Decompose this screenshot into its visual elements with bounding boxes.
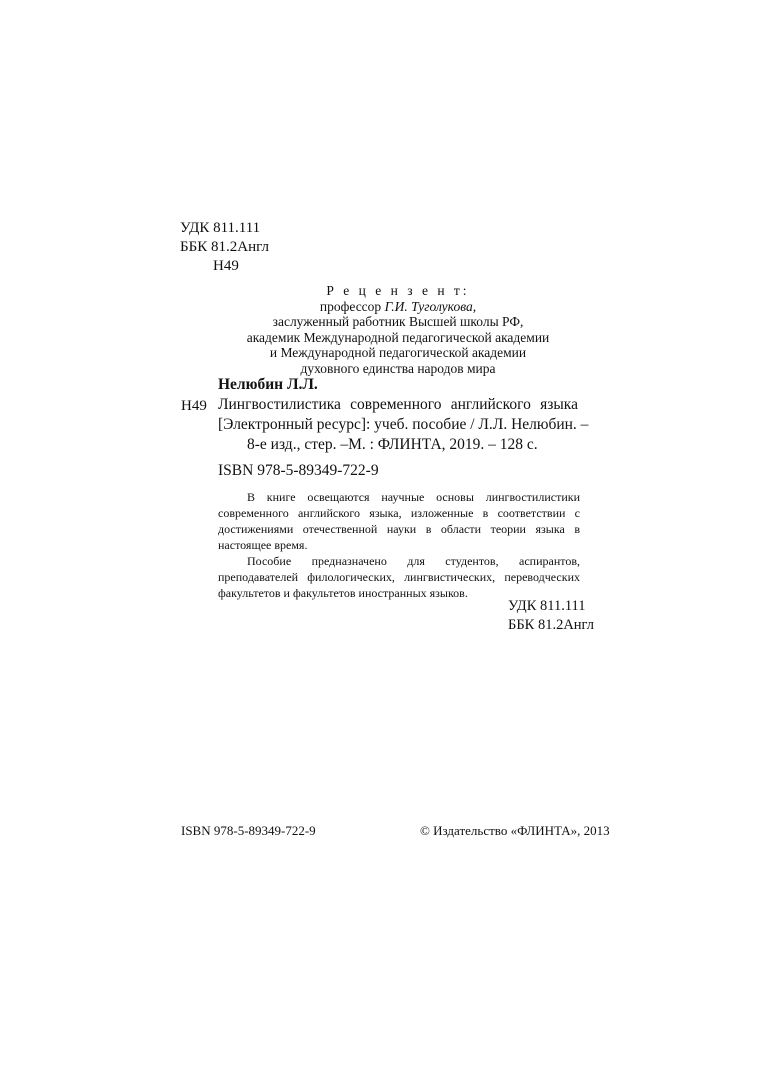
footer-isbn: ISBN 978-5-89349-722-9 — [181, 823, 316, 838]
book-title-line-2: [Электронный ресурс]: учеб. пособие / Л.Л. Нелюбин. – — [218, 416, 589, 433]
book-edition-line: 8-е изд., стер. –М. : ФЛИНТА, 2019. – 128 с. — [247, 436, 538, 453]
abstract-block — [218, 489, 580, 601]
reviewer-line-3: академик Международной педагогической академии — [246, 329, 550, 345]
reviewer-line-5: духовного единства народов мира — [300, 360, 496, 376]
copyright-notice: © Издательство «ФЛИНТА», 2013 — [420, 823, 610, 838]
reviewer-position: профессор — [319, 298, 385, 314]
author-mark: Н49 — [213, 258, 239, 274]
reviewer-name: Г.И. Туголукова, — [384, 298, 477, 314]
footer-classification-codes — [508, 597, 594, 635]
title-word: языка — [540, 396, 578, 413]
bibliographic-description — [218, 395, 589, 455]
title-word: английского — [450, 396, 531, 413]
book-title-line-1 — [218, 395, 578, 415]
reviewer-heading: Р е ц е н з е н т: — [326, 283, 470, 298]
title-word: современного — [350, 396, 442, 413]
bbk-code-bottom: ББК 81.2Англ — [508, 617, 595, 633]
abstract-paragraph-1: В книге освещаются научные основы лингвостилистики современного английского языка, изложенные в соответствии с достижениями отечественной науки в области теории языка в настоящее время. — [218, 490, 580, 552]
header-classification-codes — [180, 219, 269, 276]
reviewer-line-1 — [208, 299, 588, 315]
reviewer-block — [208, 283, 588, 376]
title-word: Лингвостилистика — [218, 396, 341, 413]
book-side-mark: Н49 — [181, 398, 207, 414]
reviewer-line-4: и Международной педагогической академии — [269, 345, 527, 360]
udk-code-bottom: УДК 811.111 — [508, 598, 586, 614]
udk-code: УДК 811.111 — [180, 220, 261, 236]
book-author: Нелюбин Л.Л. — [218, 376, 318, 393]
bbk-code: ББК 81.2Англ — [180, 239, 269, 255]
reviewer-line-2: заслуженный работник Высшей школы РФ, — [272, 314, 524, 329]
book-isbn: ISBN 978-5-89349-722-9 — [218, 462, 379, 479]
abstract-paragraph-2: Пособие предназначено для студентов, аспирантов, преподавателей филологических, лингвистических, переводческих факультетов и факультетов иностранных языков. — [218, 554, 580, 600]
